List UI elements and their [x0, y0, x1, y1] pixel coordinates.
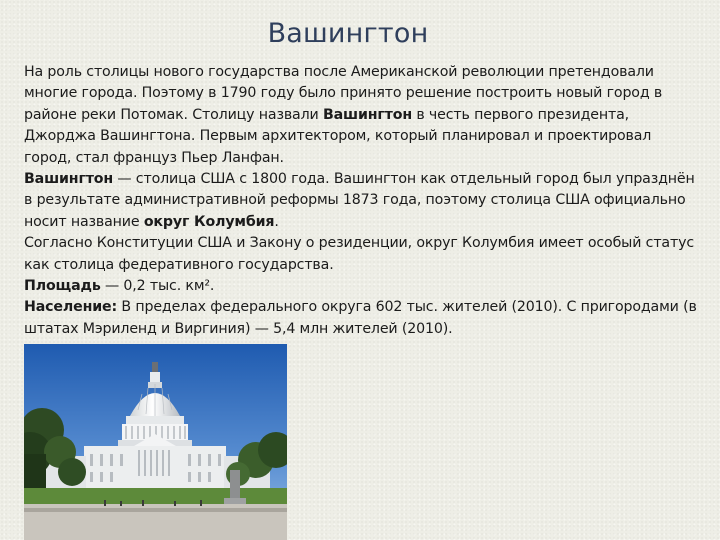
text-run: в честь первого президента, Джорджа Вашингтона. Первым архитектором, который планировал и проектировал город, стал француз Пьер Ланфан. — [24, 106, 652, 166]
paragraph-area — [24, 276, 700, 297]
text-run-bold: Площадь — [24, 278, 101, 295]
text-run: На роль столицы нового государства после Американской революции претендовали многие города. Поэтому в 1790 году было принято решение построить новый город в районе реки Потомак. Столицу назвали — [24, 64, 663, 123]
text-run: — 0,2 тыс. км². — [100, 278, 215, 295]
slide-title: Вашингтон — [267, 18, 429, 49]
paragraph-population — [24, 297, 700, 340]
text-run-bold: округ Колумбия — [143, 213, 275, 230]
paragraph-status — [24, 233, 700, 276]
capitol-photo — [24, 344, 287, 540]
capitol-illustration — [24, 344, 287, 540]
text-run: В пределах федерального округа 602 тыс. жителей (2010). С пригородами (в штатах Мэриленд и Виргиния) — 5,4 млн жителей (2010). — [24, 299, 697, 337]
slide-body — [24, 62, 700, 340]
text-run: — столица США с 1800 года. Вашингтон как отдельный город был упразднён в результате административной реформы 1873 года, поэтому столица США официально носит название — [24, 171, 695, 230]
text-run-bold: Население: — [24, 299, 118, 316]
text-run-bold: Вашингтон — [322, 106, 412, 123]
text-run: . — [274, 213, 279, 230]
paragraph-capital — [24, 169, 700, 233]
text-run-bold: Вашингтон — [24, 171, 114, 188]
text-run: Согласно Конституции США и Закону о резиденции, округ Колумбия имеет особый статус как столица федеративного государства. — [24, 235, 694, 273]
paragraph-history — [24, 62, 700, 169]
